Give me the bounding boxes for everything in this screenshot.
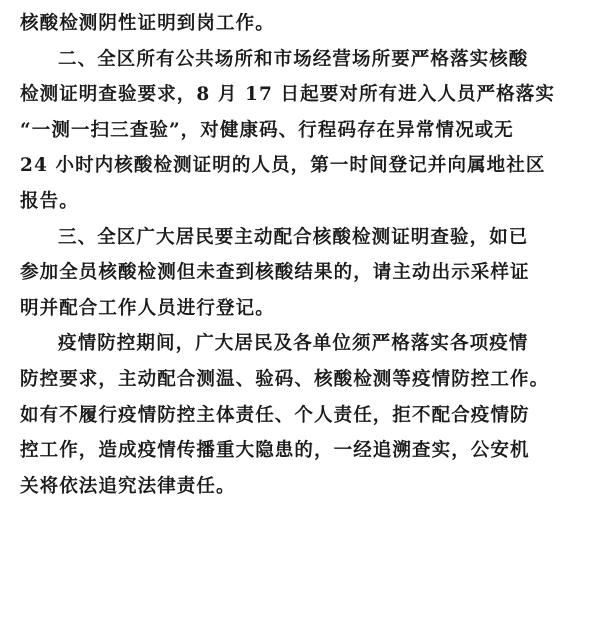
text-line: 控工作，造成疫情传播重大隐患的，一经追溯查实，公安机 (20, 440, 530, 462)
text-line: 报告。 (20, 190, 79, 212)
text-line: 核酸检测阴性证明到岗工作。 (20, 13, 275, 34)
text-line: 24 小时内核酸检测证明的人员，第一时间登记并向属地社区 (20, 155, 546, 177)
text-line: 明并配合工作人员进行登记。 (20, 297, 275, 319)
document-body (20, 6, 586, 504)
paragraph-3 (20, 220, 586, 327)
text-line: 防控要求，主动配合测温、验码、核酸检测等疫情防控工作。 (20, 368, 550, 390)
text-line: 疫情防控期间，广大居民及各单位须严格落实各项疫情 (58, 333, 529, 355)
paragraph-4 (20, 326, 586, 504)
text-line: 三、全区广大居民要主动配合核酸检测证明查验，如已 (58, 226, 529, 248)
paragraph-1 (20, 6, 586, 42)
text-line: 如有不履行疫情防控主体责任、个人责任，拒不配合疫情防 (20, 404, 530, 426)
text-line: 检测证明查验要求，8 月 17 日起要对所有进入人员严格落实 (20, 84, 555, 106)
paragraph-2 (20, 42, 586, 220)
text-line: 二、全区所有公共场所和市场经营场所要严格落实核酸 (58, 48, 529, 70)
text-line: 关将依法追究法律责任。 (20, 475, 236, 497)
text-line: 参加全员核酸检测但未查到核酸结果的，请主动出示采样证 (20, 262, 530, 284)
text-line: “一测一扫三查验”，对健康码、行程码存在异常情况或无 (20, 119, 514, 141)
